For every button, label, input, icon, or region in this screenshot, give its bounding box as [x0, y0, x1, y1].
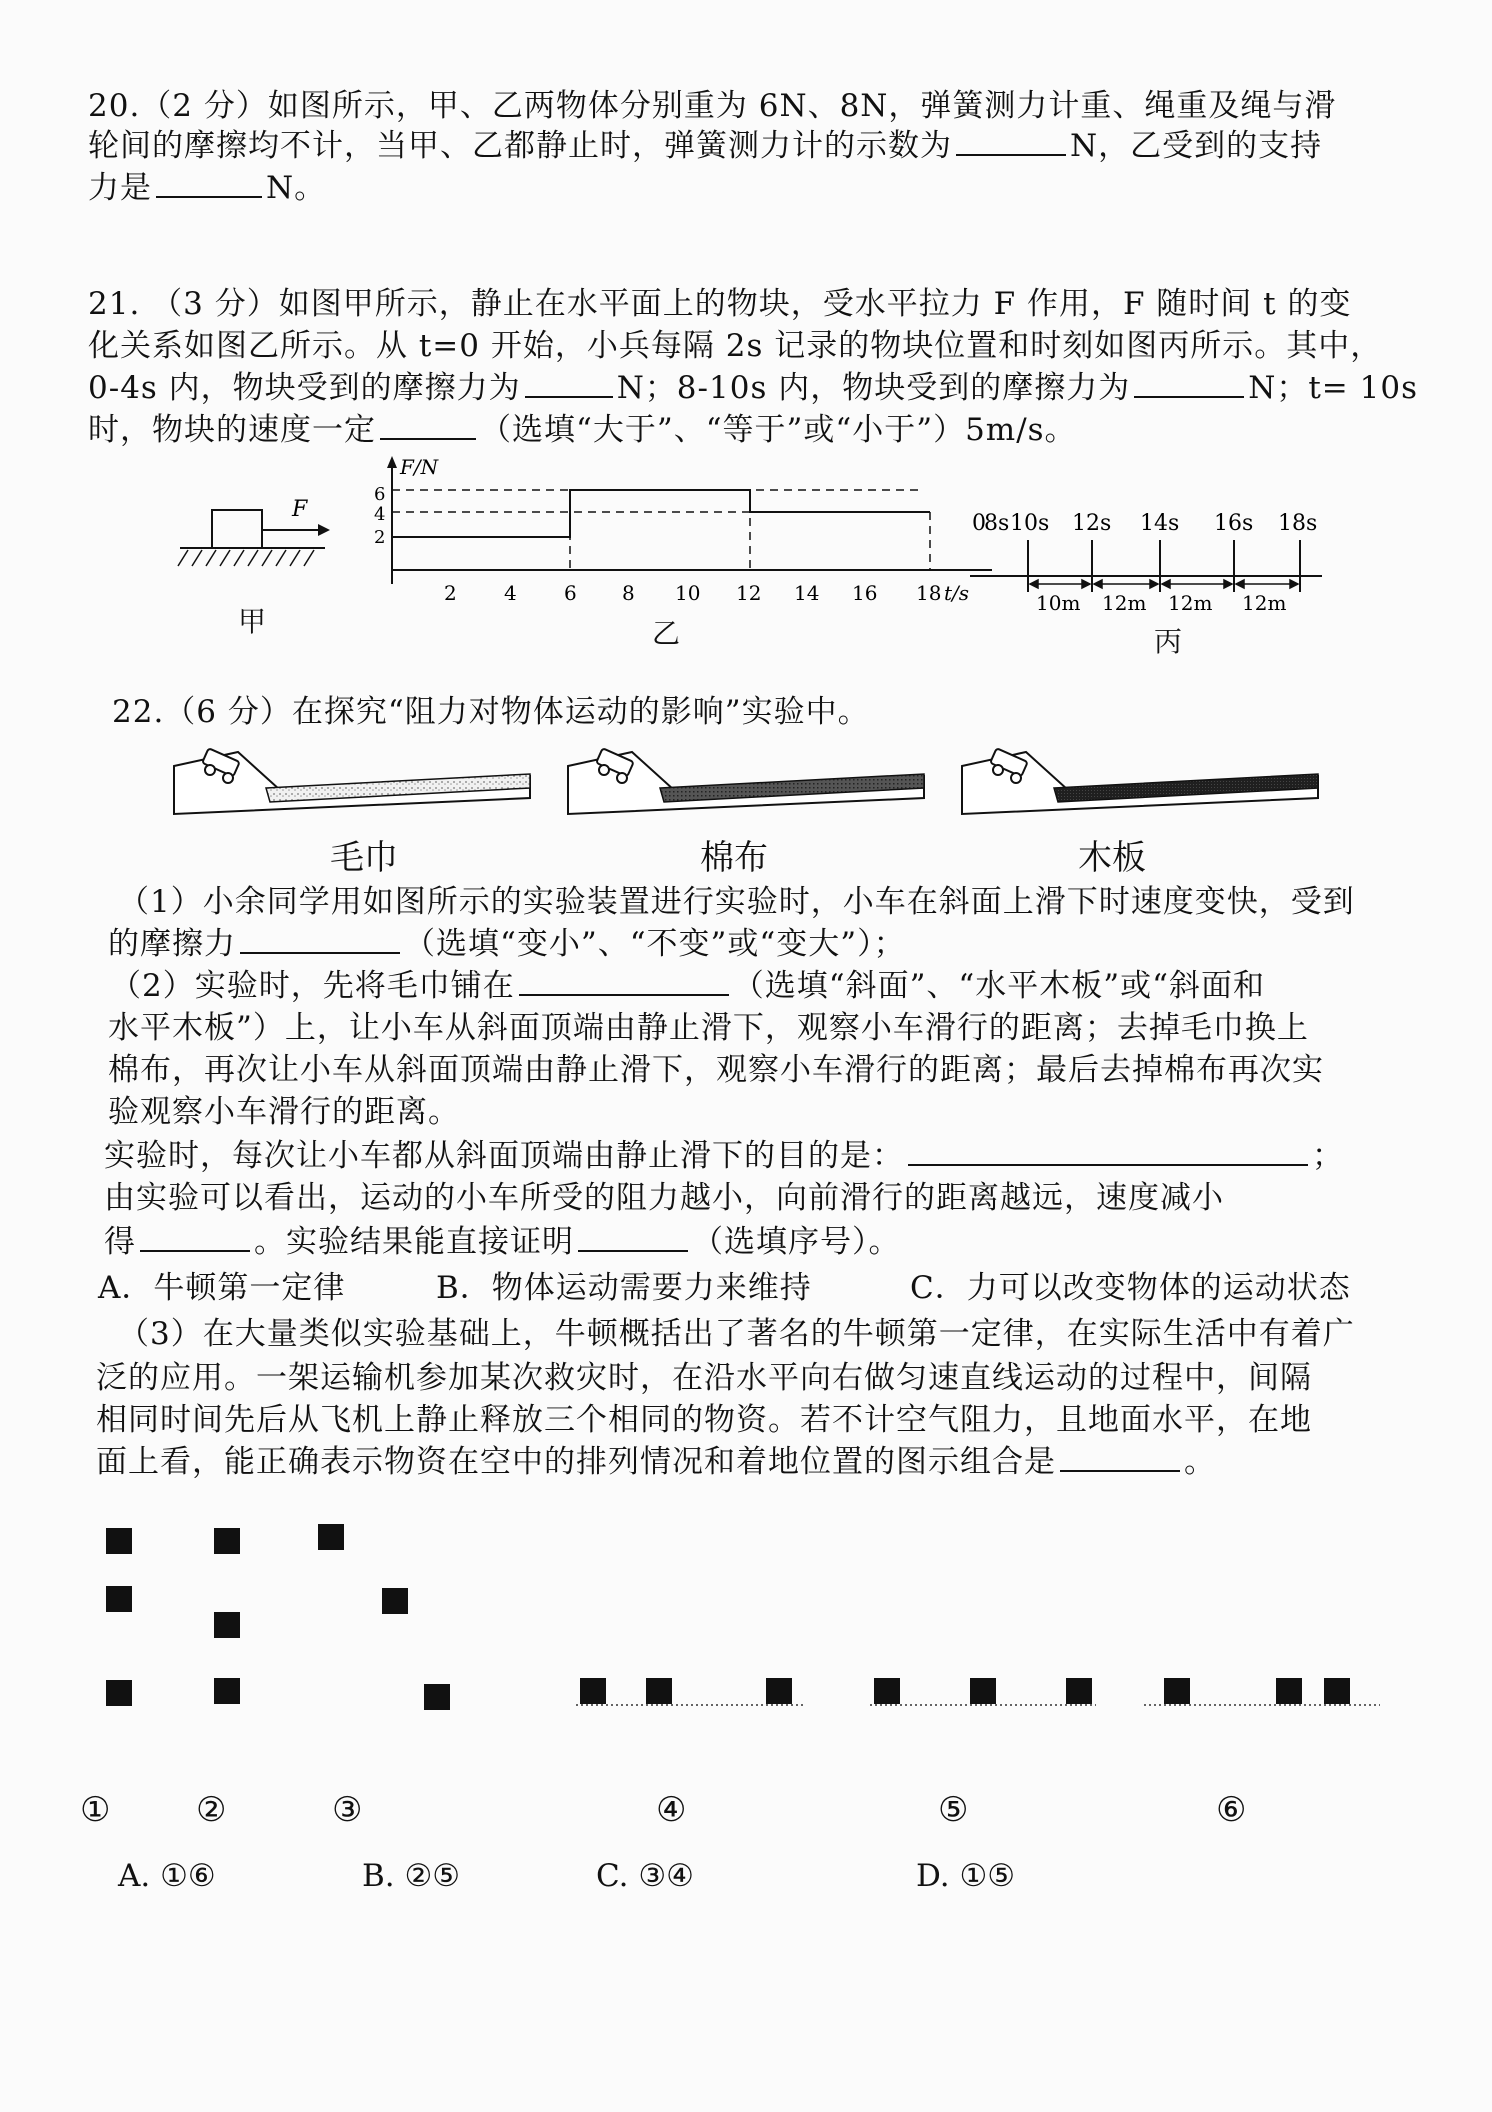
q22-p2e: 验观察小车滑行的距离。 — [108, 1094, 460, 1130]
figure-bing-caption: 丙 — [1154, 625, 1183, 658]
supply-box — [106, 1528, 132, 1554]
q22-p4c: 。实验结果能直接证明 — [254, 1224, 574, 1260]
q22-p1a: （1）小余同学用如图所示的实验装置进行实验时，小车在斜面上滑下时速度变快，受到 — [118, 884, 1355, 920]
q20-blank-2[interactable] — [156, 166, 262, 198]
q20-line1: 20.（2 分）如图所示，甲、乙两物体分别重为 6N、8N，弹簧测力计重、绳重及绳与滑 — [88, 88, 1337, 124]
q21-line3-text-c: N；t= 10s — [1248, 370, 1418, 406]
option-a[interactable]: A．牛顿第一定律 — [98, 1270, 346, 1306]
figure-label-6: ⑥ — [1216, 1790, 1247, 1830]
q22-p1b: 的摩擦力 — [108, 926, 236, 962]
q21-line1: 21. （3 分）如图甲所示，静止在水平面上的物块，受水平拉力 F 作用，F 随时间 t 的变 — [88, 286, 1352, 322]
q22-title: 22.（6 分）在探究“阻力对物体运动的影响”实验中。 — [112, 694, 870, 730]
q22-p5b: 泛的应用。一架运输机参加某次救灾时，在沿水平向右做匀速直线运动的过程中，间隔 — [96, 1360, 1312, 1396]
label-towel: 毛巾 — [330, 838, 398, 878]
supply-box — [1066, 1678, 1092, 1704]
supply-box — [580, 1678, 606, 1704]
label-board: 木板 — [1078, 838, 1146, 878]
supply-box — [970, 1678, 996, 1704]
supply-box — [1324, 1678, 1350, 1704]
q22-p4a: 由实验可以看出，运动的小车所受的阻力越小，向前滑行的距离越远，速度减小 — [104, 1180, 1224, 1216]
ramp-cotton — [568, 748, 924, 814]
supply-box — [106, 1680, 132, 1706]
y-axis-label: F/N — [400, 455, 439, 479]
supply-box — [214, 1612, 240, 1638]
choice-c[interactable]: C. ③④ — [596, 1858, 694, 1894]
time-14s: 14s — [1140, 511, 1180, 536]
figure-jia — [170, 490, 340, 580]
figure-label-3: ③ — [332, 1790, 363, 1830]
q21-line4-text-b: （选填“大于”、“等于”或“小于”）5m/s。 — [480, 412, 1077, 448]
q22-blank-6[interactable] — [1060, 1440, 1180, 1472]
q22-p2a-line — [110, 964, 1430, 1008]
q21-blank-2[interactable] — [1134, 366, 1244, 398]
q22-p3a: 实验时，每次让小车都从斜面顶端由静止滑下的目的是： — [104, 1138, 904, 1174]
q20-line2-text: 轮间的摩擦均不计，当甲、乙都静止时，弹簧测力计的示数为 — [88, 128, 952, 164]
supply-box — [766, 1678, 792, 1704]
figure-label-1: ① — [80, 1790, 111, 1830]
distance-1: 10m — [1036, 591, 1081, 615]
supply-box — [106, 1586, 132, 1612]
time-0: 0 — [972, 511, 986, 536]
x-unit: t/s — [944, 581, 970, 602]
q21-line3 — [88, 366, 1418, 410]
q22-p3-line — [104, 1134, 1424, 1178]
supply-box — [214, 1528, 240, 1554]
q21-line4-text: 时，物块的速度一定 — [88, 412, 376, 448]
x-tick-4: 4 — [504, 581, 517, 602]
q21-line3-text: 0-4s 内，物块受到的摩擦力为 — [88, 370, 521, 406]
figure-label-2: ② — [196, 1790, 227, 1830]
distance-2: 12m — [1102, 591, 1147, 615]
time-8s: 8s — [984, 511, 1010, 536]
x-tick-2: 2 — [444, 581, 457, 602]
supplies-diagrams — [80, 1500, 1440, 1760]
supply-box — [318, 1524, 344, 1550]
option-c[interactable]: C．力可以改变物体的运动状态 — [910, 1270, 1351, 1306]
block-shape — [212, 510, 262, 548]
q22-blank-3[interactable] — [908, 1134, 1308, 1166]
q22-p2c: 水平木板”）上，让小车从斜面顶端由静止滑下，观察小车滑行的距离；去掉毛巾换上 — [108, 1010, 1309, 1046]
q22-blank-4[interactable] — [140, 1220, 250, 1252]
q22-p4b: 得 — [104, 1224, 136, 1260]
x-tick-8: 8 — [622, 581, 635, 602]
figure-yi-caption: 乙 — [652, 617, 681, 650]
time-12s: 12s — [1072, 511, 1112, 536]
q21-line4 — [88, 408, 1418, 452]
figure-label-5: ⑤ — [938, 1790, 969, 1830]
supply-box — [382, 1588, 408, 1614]
choice-d[interactable]: D. ①⑤ — [916, 1858, 1016, 1894]
q22-p2a: （2）实验时，先将毛巾铺在 — [110, 968, 515, 1004]
q21-blank-1[interactable] — [525, 366, 613, 398]
q20-line3 — [88, 166, 1418, 210]
supply-box — [646, 1678, 672, 1704]
supply-box — [1276, 1678, 1302, 1704]
force-curve — [392, 490, 930, 537]
supply-box — [424, 1684, 450, 1710]
y-tick-4: 4 — [374, 504, 386, 525]
q22-p2b: （选填“斜面”、“水平木板”或“斜面和 — [732, 968, 1265, 1004]
q22-p5d: 面上看，能正确表示物资在空中的排列情况和着地位置的图示组合是 — [96, 1444, 1056, 1480]
supply-box — [1164, 1678, 1190, 1704]
x-tick-10: 10 — [675, 581, 701, 602]
figure-label-4: ④ — [656, 1790, 687, 1830]
force-label: F — [292, 497, 308, 522]
q20-line3-text: 力是 — [88, 170, 152, 206]
figure-jia-caption: 甲 — [238, 605, 267, 638]
q22-p5a: （3）在大量类似实验基础上，牛顿概括出了著名的牛顿第一定律，在实际生活中有着广 — [118, 1316, 1355, 1352]
time-18s: 18s — [1278, 511, 1318, 536]
distance-3: 12m — [1168, 591, 1213, 615]
x-tick-14: 14 — [794, 581, 820, 602]
choice-a[interactable]: A. ①⑥ — [118, 1858, 216, 1894]
q21-line3-text-b: N；8-10s 内，物块受到的摩擦力为 — [616, 370, 1131, 406]
q21-line2: 化关系如图乙所示。从 t=0 开始，小兵每隔 2s 记录的物块位置和时刻如图丙所示。其中， — [88, 328, 1383, 364]
distance-4: 12m — [1242, 591, 1287, 615]
q22-blank-5[interactable] — [578, 1220, 688, 1252]
supply-box — [874, 1678, 900, 1704]
x-tick-16: 16 — [852, 581, 878, 602]
q22-blank-1[interactable] — [240, 922, 400, 954]
q22-p4-line — [104, 1220, 1424, 1264]
figure-yi-graph — [360, 452, 1000, 602]
x-tick-6: 6 — [564, 581, 577, 602]
q22-blank-2[interactable] — [519, 964, 729, 996]
choice-b[interactable]: B. ②⑤ — [362, 1858, 461, 1894]
q22-p1c: （选填“变小”、“不变”或“变大”）； — [404, 926, 906, 962]
time-16s: 16s — [1214, 511, 1254, 536]
q22-p3b: ； — [1312, 1138, 1344, 1174]
supply-box — [214, 1678, 240, 1704]
option-b[interactable]: B．物体运动需要力来维持 — [436, 1270, 812, 1306]
x-tick-18: 18 — [916, 581, 942, 602]
ramp-towel — [174, 748, 530, 814]
q22-p5c: 相同时间先后从飞机上静止释放三个相同的物资。若不计空气阻力，且地面水平，在地 — [96, 1402, 1312, 1438]
q20-line2-text-b: N，乙受到的支持 — [1070, 128, 1323, 164]
q22-p5-line — [96, 1440, 1416, 1484]
q20-line3-text-b: N。 — [266, 170, 327, 206]
label-cotton: 棉布 — [700, 838, 768, 878]
ramp-figures — [170, 738, 1350, 838]
q20-line2 — [88, 124, 1418, 168]
q21-blank-3[interactable] — [380, 408, 476, 440]
q22-p4d: （选填序号）。 — [692, 1224, 901, 1260]
figure-bing — [970, 500, 1330, 630]
q22-p5e: 。 — [1184, 1444, 1216, 1480]
y-tick-2: 2 — [374, 527, 386, 548]
y-tick-6: 6 — [374, 484, 386, 505]
q20-blank-1[interactable] — [956, 124, 1066, 156]
q22-p2d: 棉布，再次让小车从斜面顶端由静止滑下，观察小车滑行的距离；最后去掉棉布再次实 — [108, 1052, 1324, 1088]
x-tick-12: 12 — [736, 581, 762, 602]
q22-p1b-line — [108, 922, 1428, 966]
ramp-board — [962, 748, 1318, 814]
time-10s: 10s — [1010, 511, 1050, 536]
